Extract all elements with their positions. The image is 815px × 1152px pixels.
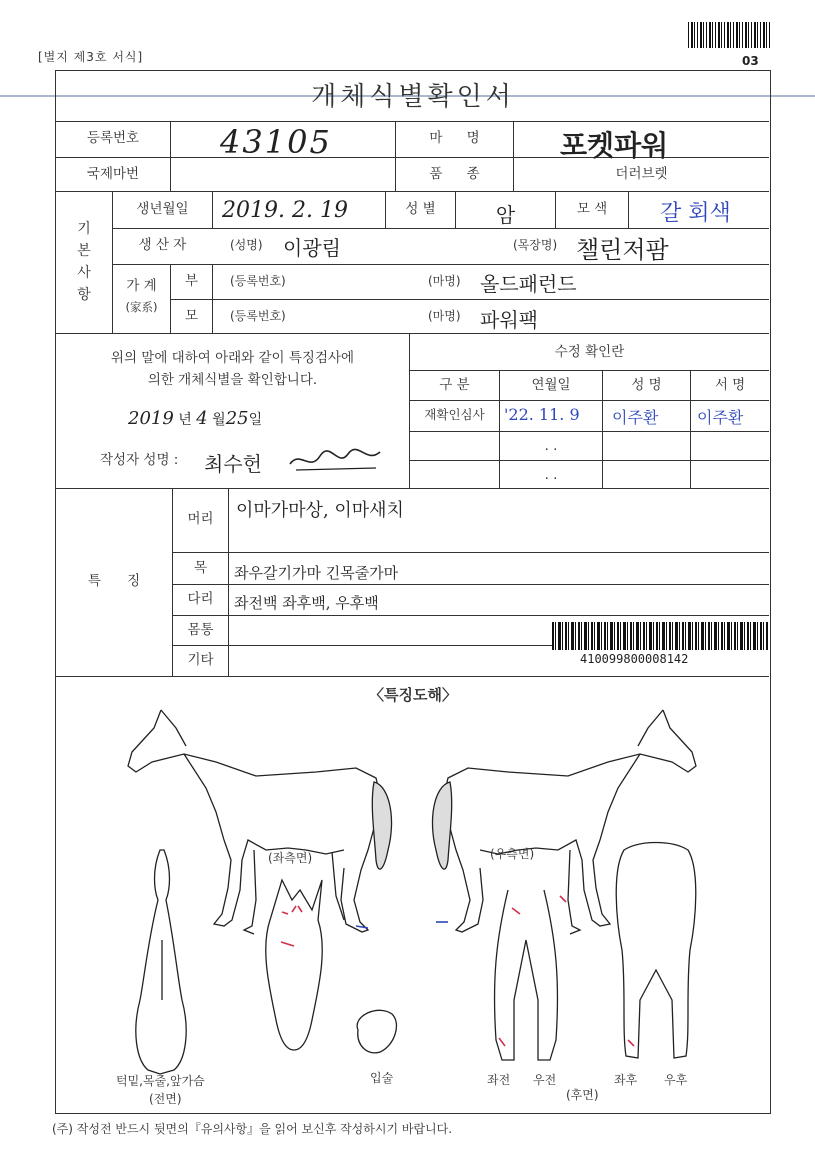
front-legs-view (495, 890, 558, 1060)
date-month: 4 (196, 408, 208, 429)
front-neck-view (136, 850, 186, 1074)
barcode-number: 410099800008142 (580, 652, 689, 666)
day-unit: 일 (248, 412, 263, 428)
etc-label: 기타 (187, 652, 214, 668)
horse-name-label: 마 명 (429, 130, 480, 146)
neck-label: 목 (193, 560, 208, 576)
coat-value: 갈 회색 (660, 201, 731, 226)
front-right-caption: 우전 (533, 1073, 557, 1087)
front-view-caption: (전면) (149, 1092, 182, 1106)
writer-signature (286, 442, 386, 478)
dob-value: 2019. 2. 19 (222, 198, 348, 223)
breed-value: 더러브렛 (615, 166, 668, 182)
breeder-label: 생 산 자 (138, 237, 187, 253)
rev-row1-date: '22. 11. 9 (504, 405, 580, 424)
writer-label: 작성자 성명 : (100, 452, 179, 468)
sire-name-value: 올드패런드 (480, 272, 577, 296)
id-barcode (552, 622, 768, 650)
rev-row1-type: 재확인심사 (424, 407, 485, 422)
sex-value: 암 (495, 203, 516, 227)
sex-label: 성 별 (405, 201, 436, 217)
month-unit: 월 (212, 412, 226, 428)
date-year: 2019 (128, 408, 174, 429)
intl-no-label: 국제마번 (86, 166, 140, 182)
hind-left-caption: 좌후 (614, 1073, 638, 1087)
sire-name-tag: (마명) (428, 274, 461, 288)
legs-label: 다리 (187, 591, 214, 607)
page-title: 개체식별확인서 (311, 82, 515, 112)
farm-tag: (목장명) (513, 238, 558, 252)
horse-diagram (56, 700, 768, 1112)
basic-section-label: 기 본 사 항 (77, 221, 91, 303)
dam-name-tag: (마명) (428, 309, 461, 323)
dob-label: 생년월일 (136, 201, 189, 217)
farm-value: 챌린저팜 (576, 236, 669, 264)
breeder-name-tag: (성명) (230, 238, 263, 252)
writer-name: 최수헌 (204, 452, 262, 476)
legs-value: 좌전백 좌후백, 우후백 (234, 594, 379, 612)
pedigree-hanja: (家系) (125, 300, 158, 314)
dam-name-value: 파워팩 (480, 308, 538, 332)
rev-header-type: 구 분 (439, 377, 470, 393)
rev-header-sign: 서 명 (714, 377, 746, 393)
diagram-title: 〈특징도해〉 (369, 686, 457, 704)
breeder-name-value: 이광림 (283, 236, 341, 260)
rev-header-date: 연월일 (531, 377, 571, 393)
page-number: 03 (742, 54, 759, 68)
left-side-horse (128, 710, 392, 934)
coat-label: 모 색 (576, 201, 608, 217)
rear-view-caption: (후면) (566, 1088, 599, 1102)
footer-note: (주) 작성전 반드시 뒷면의『유의사항』을 읽어 보신후 작성하시기 바랍니다. (52, 1122, 453, 1136)
top-barcode (688, 22, 770, 48)
muzzle-view (357, 1010, 396, 1053)
statement-line1: 위의 말에 대하여 아래와 같이 특징검사에 (110, 350, 355, 366)
neck-value: 좌우갈기가마 긴목줄가마 (234, 564, 399, 582)
head-value: 이마가마상, 이마새치 (236, 500, 404, 521)
head-front-view (266, 880, 322, 1050)
hind-right-caption: 우후 (664, 1073, 688, 1087)
horse-name-value: 포켓파워 (560, 129, 669, 162)
rev-row3-date: . . (544, 467, 558, 483)
revision-title: 수정 확인란 (554, 344, 625, 360)
dam-reg-tag: (등록번호) (230, 309, 286, 323)
reg-no-label: 등록번호 (86, 130, 140, 146)
confirm-date (128, 408, 262, 429)
date-day: 25 (225, 408, 249, 429)
statement-line2: 의한 개체식별을 확인합니다. (147, 372, 318, 388)
rear-view (616, 843, 696, 1059)
features-section-label: 특 징 (87, 573, 141, 589)
rev-row2-date: . . (544, 438, 558, 454)
rev-row1-sign: 이주환 (697, 408, 744, 427)
sire-reg-tag: (등록번호) (230, 274, 286, 288)
body-label: 몸통 (187, 622, 214, 638)
left-side-caption: (좌측면) (268, 851, 313, 865)
head-label: 머리 (187, 511, 214, 527)
pedigree-label: 가 계 (126, 278, 157, 294)
muzzle-caption: 입술 (370, 1071, 394, 1085)
breed-label: 품 종 (429, 166, 480, 182)
dam-label: 모 (184, 308, 199, 324)
reg-no-value: 43105 (220, 123, 332, 161)
form-tag: [별지 제3호 서식] (38, 50, 144, 64)
rev-row1-name: 이주환 (612, 408, 659, 427)
right-side-caption: (우측면) (490, 847, 535, 861)
year-unit: 년 (178, 412, 192, 428)
front-caption: 턱밑,목줄,앞가슴 (116, 1074, 205, 1088)
rev-header-name: 성 명 (631, 377, 662, 393)
front-left-caption: 좌전 (487, 1073, 511, 1087)
sire-label: 부 (184, 273, 199, 289)
